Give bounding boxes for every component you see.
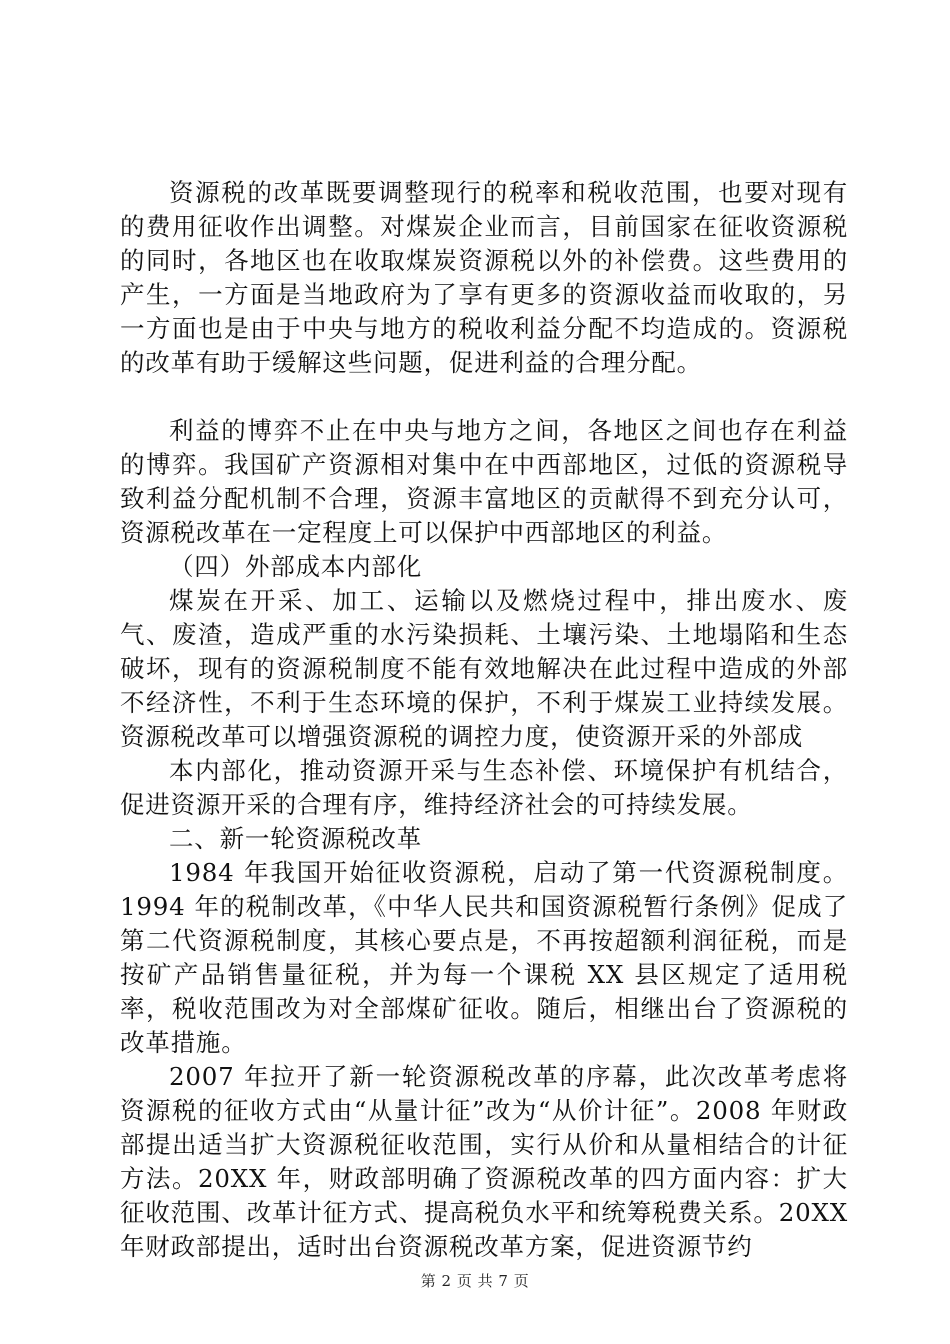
section-heading-new-reform: 二、新一轮资源税改革 [169, 824, 422, 853]
paragraph-internalization: 本内部化，推动资源开采与生态补偿、环境保护有机结合，促进资源开采的合理有序，维持经济社会的可持续发展。 [120, 756, 848, 819]
paragraph-reform-2007: 2007 年拉开了新一轮资源税改革的序幕，此次改革考虑将资源税的征收方式由“从量计征”改为“从价计征”。2008 年财政部提出适当扩大资源税征收范围，实行从价和从量相结合的计征方法。20XX 年，财政部明确了资源税改革的四方面内容：扩大征收范围、改革计征方式、提高税负水平和统筹税费关系。20XX 年财政部提出，适时出台资源税改革方案，促进资源节约 [120, 1062, 848, 1261]
paragraph-coal-pollution: 煤炭在开采、加工、运输以及燃烧过程中，排出废水、废气、废渣，造成严重的水污染损耗、土壤污染、土地塌陷和生态破坏，现有的资源税制度不能有效地解决在此过程中造成的外部不经济性，不利于生态环境的保护，不利于煤炭工业持续发展。资源税改革可以增强资源税的调控力度，使资源开采的外部成 [120, 586, 848, 751]
section-heading-external-costs: （四）外部成本内部化 [169, 552, 422, 581]
document-body [120, 176, 848, 1264]
paragraph-regional-interests: 利益的博弈不止在中央与地方之间，各地区之间也存在利益的博弈。我国矿产资源相对集中在中西部地区，过低的资源税导致利益分配机制不合理，资源丰富地区的贡献得不到充分认可，资源税改革在一定程度上可以保护中西部地区的利益。 [120, 416, 848, 547]
paragraph-history-1984: 1984 年我国开始征收资源税，启动了第一代资源税制度。1994 年的税制改革，《中华人民共和国资源税暂行条例》促成了第二代资源税制度，其核心要点是，不再按超额利润征税，而是按矿产品销售量征税，并为每一个课税 XX 县区规定了适用税率，税收范围改为对全部煤矿征收。随后，相继出台了资源税的改革措施。 [120, 858, 848, 1057]
paragraph-fee-reform: 资源税的改革既要调整现行的税率和税收范围，也要对现有的费用征收作出调整。对煤炭企业而言，目前国家在征收资源税的同时，各地区也在收取煤炭资源税以外的补偿费。这些费用的产生，一方面是当地政府为了享有更多的资源收益而收取的，另一方面也是由于中央与地方的税收利益分配不均造成的。资源税的改革有助于缓解这些问题，促进利益的合理分配。 [120, 178, 848, 377]
page-footer: 第 2 页 共 7 页 [420, 1272, 530, 1290]
paragraph-spacer [120, 380, 848, 414]
